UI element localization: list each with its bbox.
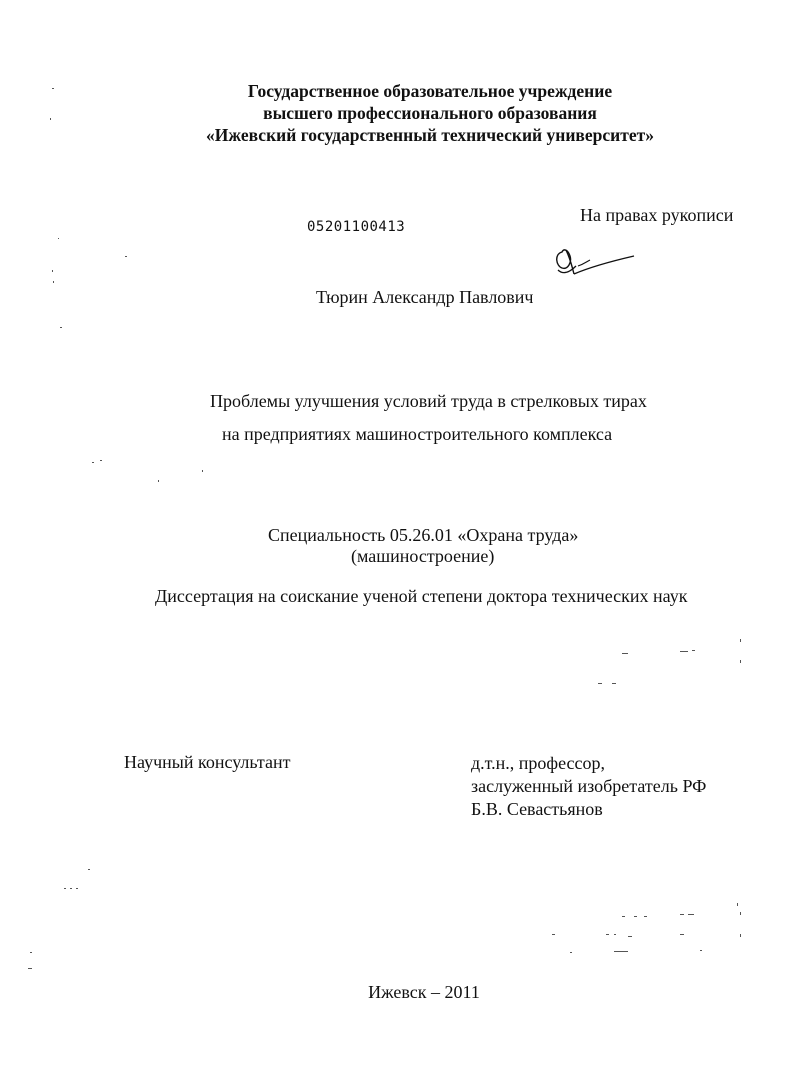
dissertation-title-line-2: на предприятиях машиностроительного комплекса — [222, 424, 613, 444]
document-code: 05201100413 — [307, 219, 406, 235]
consultant-label: Научный консультант — [124, 752, 291, 772]
consultant-name: Б.В. Севастьянов — [471, 799, 603, 819]
institution-line-1: Государственное образовательное учреждение — [247, 81, 613, 101]
consultant-honor: заслуженный изобретатель РФ — [471, 776, 707, 796]
institution-line-3: «Ижевский государственный технический университет» — [206, 125, 654, 145]
author-name: Тюрин Александр Павлович — [316, 287, 534, 307]
manuscript-note: На правах рукописи — [580, 205, 734, 225]
dissertation-type: Диссертация на соискание ученой степени доктора технических наук — [155, 586, 688, 606]
specialty-subline: (машиностроение) — [351, 546, 495, 566]
dissertation-title-line-1: Проблемы улучшения условий труда в стрелковых тирах — [210, 391, 647, 411]
consultant-degree: д.т.н., профессор, — [471, 753, 606, 773]
specialty-line: Специальность 05.26.01 «Охрана труда» — [268, 525, 579, 545]
institution-line-2: высшего профессионального образования — [263, 103, 597, 123]
city-year-text: Ижевск – 2011 — [368, 982, 480, 1002]
